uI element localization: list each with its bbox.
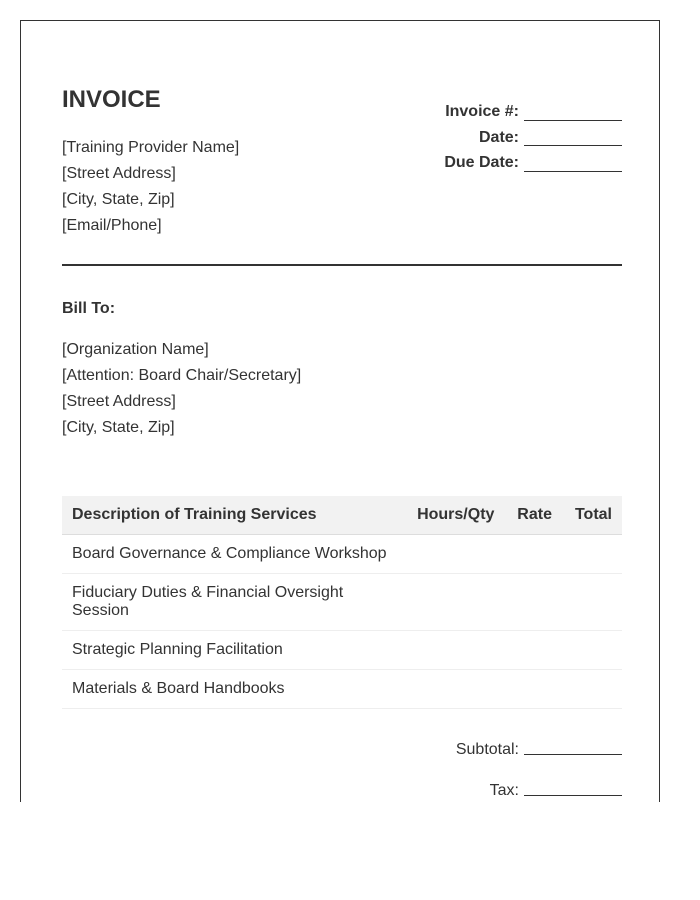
invoice-due-date-blank[interactable] [524,155,622,172]
row-rate[interactable] [504,535,562,574]
invoice-title: INVOICE [62,86,161,113]
row-rate[interactable] [504,670,562,709]
row-hours[interactable] [402,631,504,670]
tax-blank[interactable] [524,779,622,796]
subtotal-blank[interactable] [524,738,622,755]
bill-to-city-state-zip: [City, State, Zip] [62,419,175,436]
row-total[interactable] [562,535,622,574]
services-table-header-row [62,496,622,535]
invoice-number-blank[interactable] [524,104,622,121]
column-header-rate: Rate [504,496,562,535]
column-header-total: Total [562,496,622,535]
invoice-due-date-row [444,150,622,176]
row-description: Materials & Board Handbooks [62,670,402,709]
row-total[interactable] [562,631,622,670]
bill-to-organization: [Organization Name] [62,341,209,358]
bill-to-address-block [62,337,301,441]
subtotal-row [456,739,622,759]
row-total[interactable] [562,574,622,631]
subtotal-label: Subtotal: [455,741,519,758]
row-description: Board Governance & Compliance Workshop [62,535,402,574]
totals-block [456,739,622,802]
row-description: Strategic Planning Facilitation [62,631,402,670]
invoice-number-row [444,99,622,125]
invoice-header [62,21,622,271]
row-hours[interactable] [402,574,504,631]
column-header-description: Description of Training Services [62,496,402,535]
services-table [62,496,622,709]
table-row [62,574,622,631]
provider-street: [Street Address] [62,165,176,182]
bill-to-street: [Street Address] [62,393,176,410]
table-row [62,631,622,670]
tax-label: Tax: [489,782,519,799]
column-header-hours: Hours/Qty [402,496,504,535]
table-row [62,535,622,574]
bill-to-label: Bill To: [62,300,116,317]
provider-city-state-zip: [City, State, Zip] [62,191,175,208]
invoice-date-row [444,125,622,151]
invoice-date-blank[interactable] [524,129,622,146]
row-rate[interactable] [504,574,562,631]
table-row [62,670,622,709]
invoice-page [20,20,660,802]
row-hours[interactable] [402,670,504,709]
invoice-date-label: Date: [478,128,519,146]
row-hours[interactable] [402,535,504,574]
row-rate[interactable] [504,631,562,670]
bill-to-attention: [Attention: Board Chair/Secretary] [62,367,302,384]
provider-address-block [62,135,239,239]
provider-name: [Training Provider Name] [62,139,240,156]
row-total[interactable] [562,670,622,709]
invoice-meta [444,99,622,176]
invoice-due-date-label: Due Date: [444,154,519,171]
provider-email-phone: [Email/Phone] [62,217,162,234]
invoice-number-label: Invoice #: [445,103,519,120]
tax-row [456,780,622,800]
header-divider [62,264,622,266]
row-description: Fiduciary Duties & Financial Oversight Session [62,574,402,631]
